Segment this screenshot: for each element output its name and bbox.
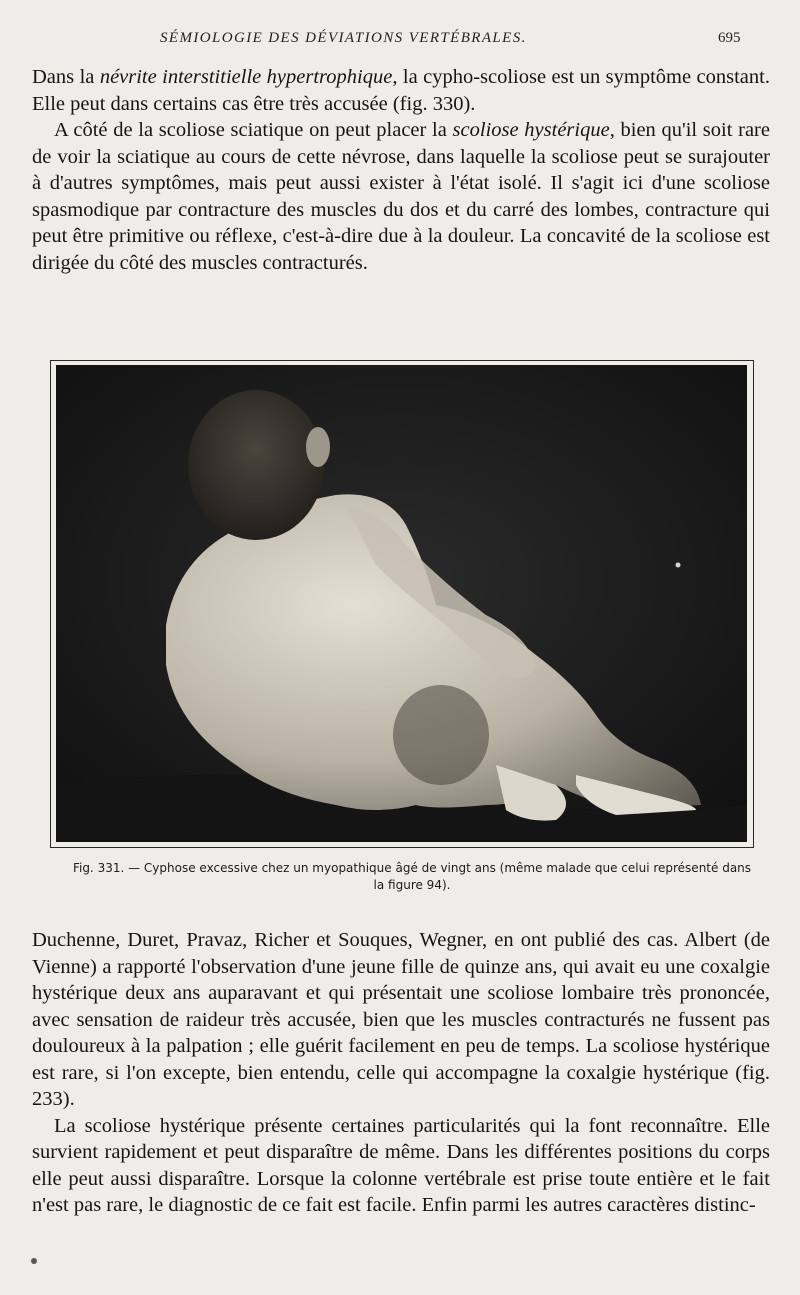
running-title: SÉMIOLOGIE DES DÉVIATIONS VERTÉBRALES. — [160, 30, 527, 46]
patient-photograph — [56, 365, 747, 842]
italic-term-scoliose-hysterique: scoliose hystérique — [452, 119, 610, 141]
running-head — [0, 30, 800, 54]
hip-shadow — [393, 685, 489, 785]
patient-head — [188, 390, 324, 540]
figure-photograph — [50, 360, 754, 848]
paragraph-nevrite: Dans la névrite interstitielle hypertrophique, la cypho-scoliose est un symptôme constant. Elle peut dans certains cas être très accusée (fig. 330). — [32, 66, 770, 115]
page-number: 695 — [718, 30, 741, 46]
margin-mark — [31, 1258, 37, 1264]
paragraph-duchenne: Duchenne, Duret, Pravaz, Richer et Souques, Wegner, en ont publié des cas. Albert (de Vienne) a rapporté l'observation d'une jeune fille de quinze ans, qui avait eu une coxalgie hystérique deux ans auparavant et qui présentait une scoliose lombaire très prononcée, avec sensation de raideur très accusée, bien que les muscles contracturés ne fussent pas douloureux à la palpation ; elle guérit facilement en peu de temps. La scoliose hystérique est rare, si l'on excepte, bien entendu, celle qui accompagne la coxalgie hystérique (fig. 233). — [32, 929, 770, 1110]
body-text-top — [32, 64, 770, 276]
paragraph-particularites: La scoliose hystérique présente certaines particularités qui la font reconnaître. Elle survient rapidement et peut disparaître de même. Dans les différentes positions du corps elle peut aussi disparaître. Lorsque la colonne vertébrale est prise toute entière et le fait n'est pas rare, le diagnostic de ce fait est facile. Enfin parmi les autres caractères distinc- — [32, 1114, 770, 1216]
photo-speck — [676, 563, 681, 568]
patient-ear — [306, 427, 330, 467]
paragraph-scoliose-hysterique: A côté de la scoliose sciatique on peut placer la scoliose hystérique, bien qu'il soit rare de voir la sciatique au cours de cette névrose, dans laquelle la scoliose peut se surajouter à d'autres symptômes, mais peut aussi exister à l'état isolé. Il s'agit ici d'une scoliose spasmodique par contracture des muscles du dos et du carré des lombes, contracture qui peut être primitive ou réflexe, c'est-à-dire due à la douleur. La concavité de la scoliose est dirigée du côté des muscles contracturés. — [32, 119, 770, 274]
figure-caption: Fig. 331. — Cyphose excessive chez un myopathique âgé de vingt ans (même malade que celui représenté dans la figure 94). — [72, 861, 752, 892]
body-text-bottom — [32, 927, 770, 1219]
italic-term-nevrite: névrite interstitielle hypertrophique — [99, 66, 393, 88]
